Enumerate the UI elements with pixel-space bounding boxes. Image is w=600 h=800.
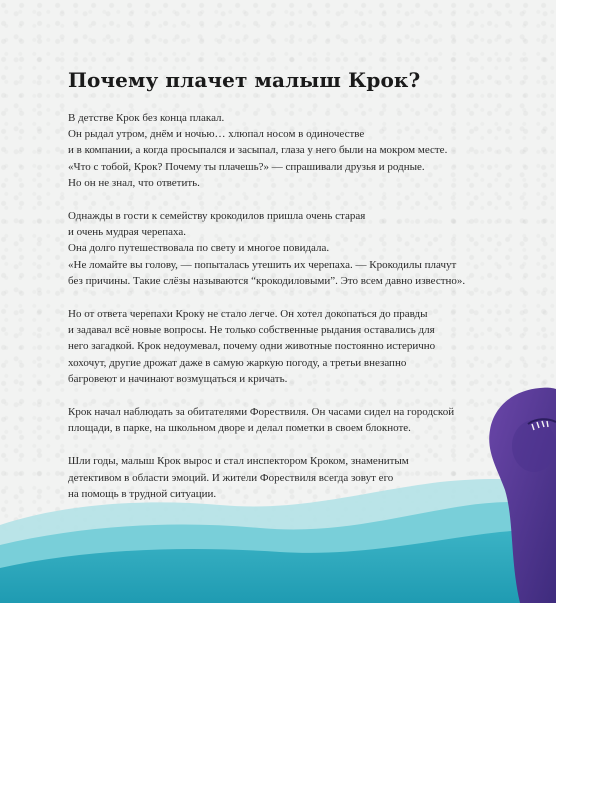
story-paragraphs [68, 110, 528, 502]
paragraph-line: В детстве Крок без конца плакал. [68, 112, 225, 124]
story-paragraph [68, 453, 528, 502]
paragraph-line: Шли годы, малыш Крок вырос и стал инспектором Кроком, знаменитым [68, 455, 409, 468]
paragraph-line: без причины. Такие слёзы называются “крокодиловыми”. Это всем давно известно». [68, 274, 466, 287]
paragraph-line: Но от ответа черепахи Кроку не стало легче. Он хотел докопаться до правды [68, 308, 428, 321]
paragraph-line: и в компании, а когда просыпался и засыпал, глаза у него были на мокром месте. [68, 144, 448, 157]
story-text [68, 68, 528, 519]
paragraph-line: Он рыдал утром, днём и ночью… хлюпал носом в одиночестве [68, 128, 365, 141]
story-paragraph [68, 306, 528, 387]
paragraph-line: и очень мудрая черепаха. [68, 226, 187, 239]
story-paragraph [68, 404, 528, 436]
paragraph-line: детективом в области эмоций. И жители Форествиля всегда зовут его [68, 471, 394, 484]
story-paragraph [68, 110, 528, 191]
paragraph-line: на помощь в трудной ситуации. [68, 487, 217, 500]
paragraph-line: площади, в парке, на школьном дворе и делал пометки в своем блокноте. [68, 422, 411, 435]
paragraph-line: «Не ломайте вы голову, — попыталась утешить их черепаха. — Крокодилы плачут [68, 258, 457, 271]
paragraph-line: хохочут, другие дрожат даже в самую жаркую погоду, а третьи внезапно [68, 356, 407, 369]
paragraph-line: «Что с тобой, Крок? Почему ты плачешь?» — спрашивали друзья и родные. [68, 160, 425, 173]
paragraph-line: и задавал всё новые вопросы. Не только собственные рыдания оставались для [68, 324, 435, 337]
paragraph-line: Однажды в гости к семейству крокодилов пришла очень старая [68, 210, 366, 223]
paragraph-line: багровеют и начинают возмущаться и кричать. [68, 372, 288, 385]
paragraph-line: Крок начал наблюдать за обитателями Форествиля. Он часами сидел на городской [68, 406, 455, 419]
story-title: Почему плачет малыш Крок? [68, 68, 421, 92]
story-paragraph [68, 208, 528, 289]
paragraph-line: Но он не знал, что ответить. [68, 176, 200, 189]
paragraph-line: него загадкой. Крок недоумевал, почему одни животные постоянно истерично [68, 340, 436, 353]
paragraph-line: Она долго путешествовала по свету и многое повидала. [68, 242, 330, 255]
